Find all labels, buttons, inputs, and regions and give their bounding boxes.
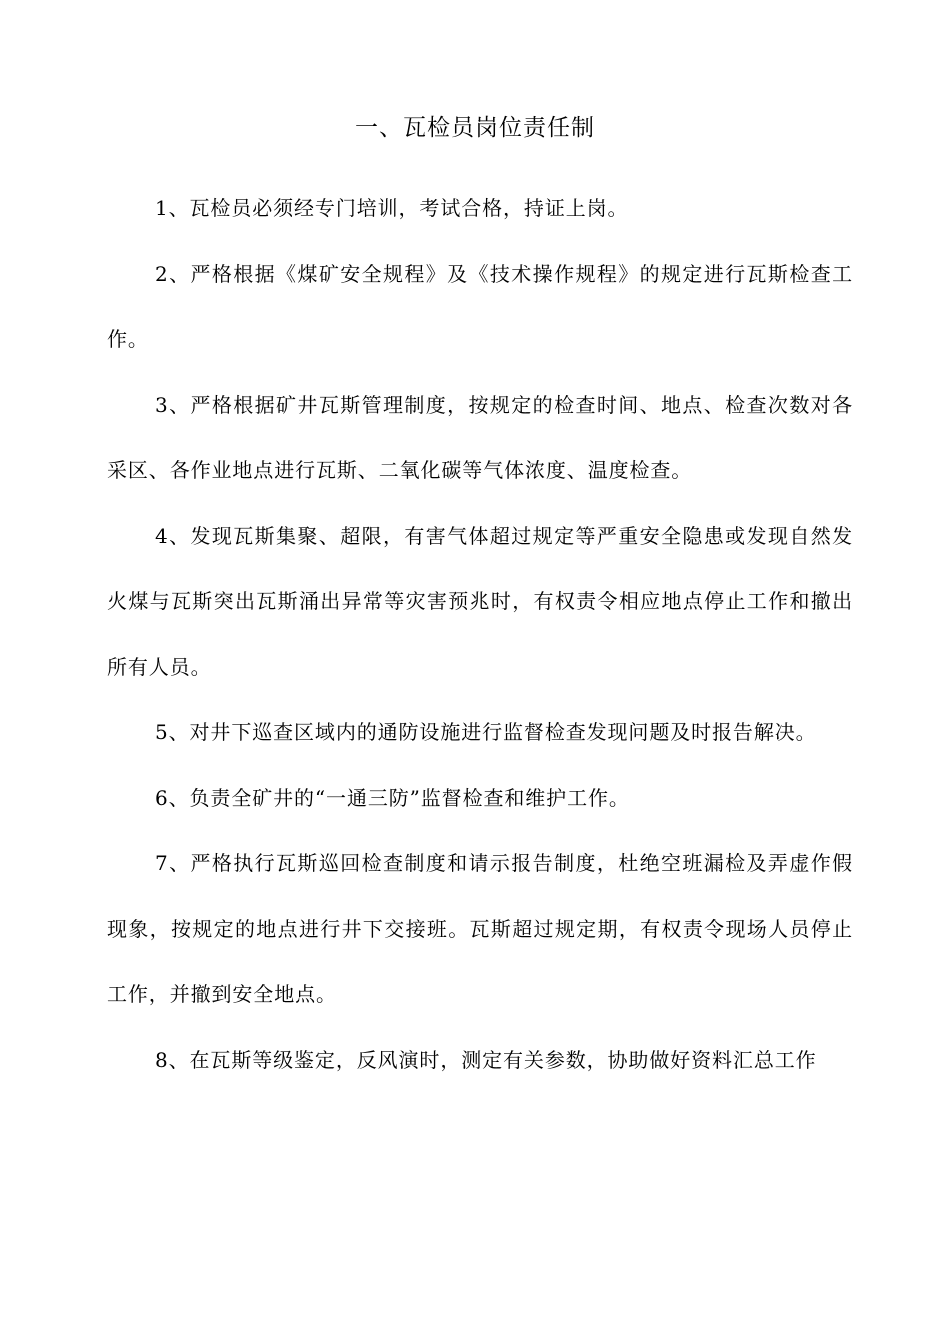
paragraph-3: 3、严格根据矿井瓦斯管理制度，按规定的检查时间、地点、检查次数对各采区、各作业地点进行瓦斯、二氧化碳等气体浓度、温度检查。 — [107, 392, 853, 482]
page-title: 一、瓦检员岗位责任制 — [355, 115, 595, 141]
paragraph-2: 2、严格根据《煤矿安全规程》及《技术操作规程》的规定进行瓦斯检查工作。 — [107, 261, 853, 351]
paragraph-8: 8、在瓦斯等级鉴定，反风演时，测定有关参数，协助做好资料汇总工作 — [155, 1047, 817, 1072]
paragraph-4: 4、发现瓦斯集聚、超限，有害气体超过规定等严重安全隐患或发现自然发火煤与瓦斯突出瓦斯涌出异常等灾害预兆时，有权责令相应地点停止工作和撤出所有人员。 — [107, 523, 853, 679]
paragraph-1: 1、瓦检员必须经专门培训，考试合格，持证上岗。 — [155, 196, 629, 220]
paragraph-6: 6、负责全矿井的“一通三防”监督检查和维护工作。 — [155, 785, 630, 810]
document-body — [107, 176, 853, 1093]
paragraph-7: 7、严格执行瓦斯巡回检查制度和请示报告制度，杜绝空班漏检及弄虚作假现象，按规定的地点进行井下交接班。瓦斯超过规定期，有权责令现场人员停止工作，并撤到安全地点。 — [107, 851, 853, 1006]
paragraph-5: 5、对井下巡查区域内的通防设施进行监督检查发现问题及时报告解决。 — [155, 720, 817, 744]
